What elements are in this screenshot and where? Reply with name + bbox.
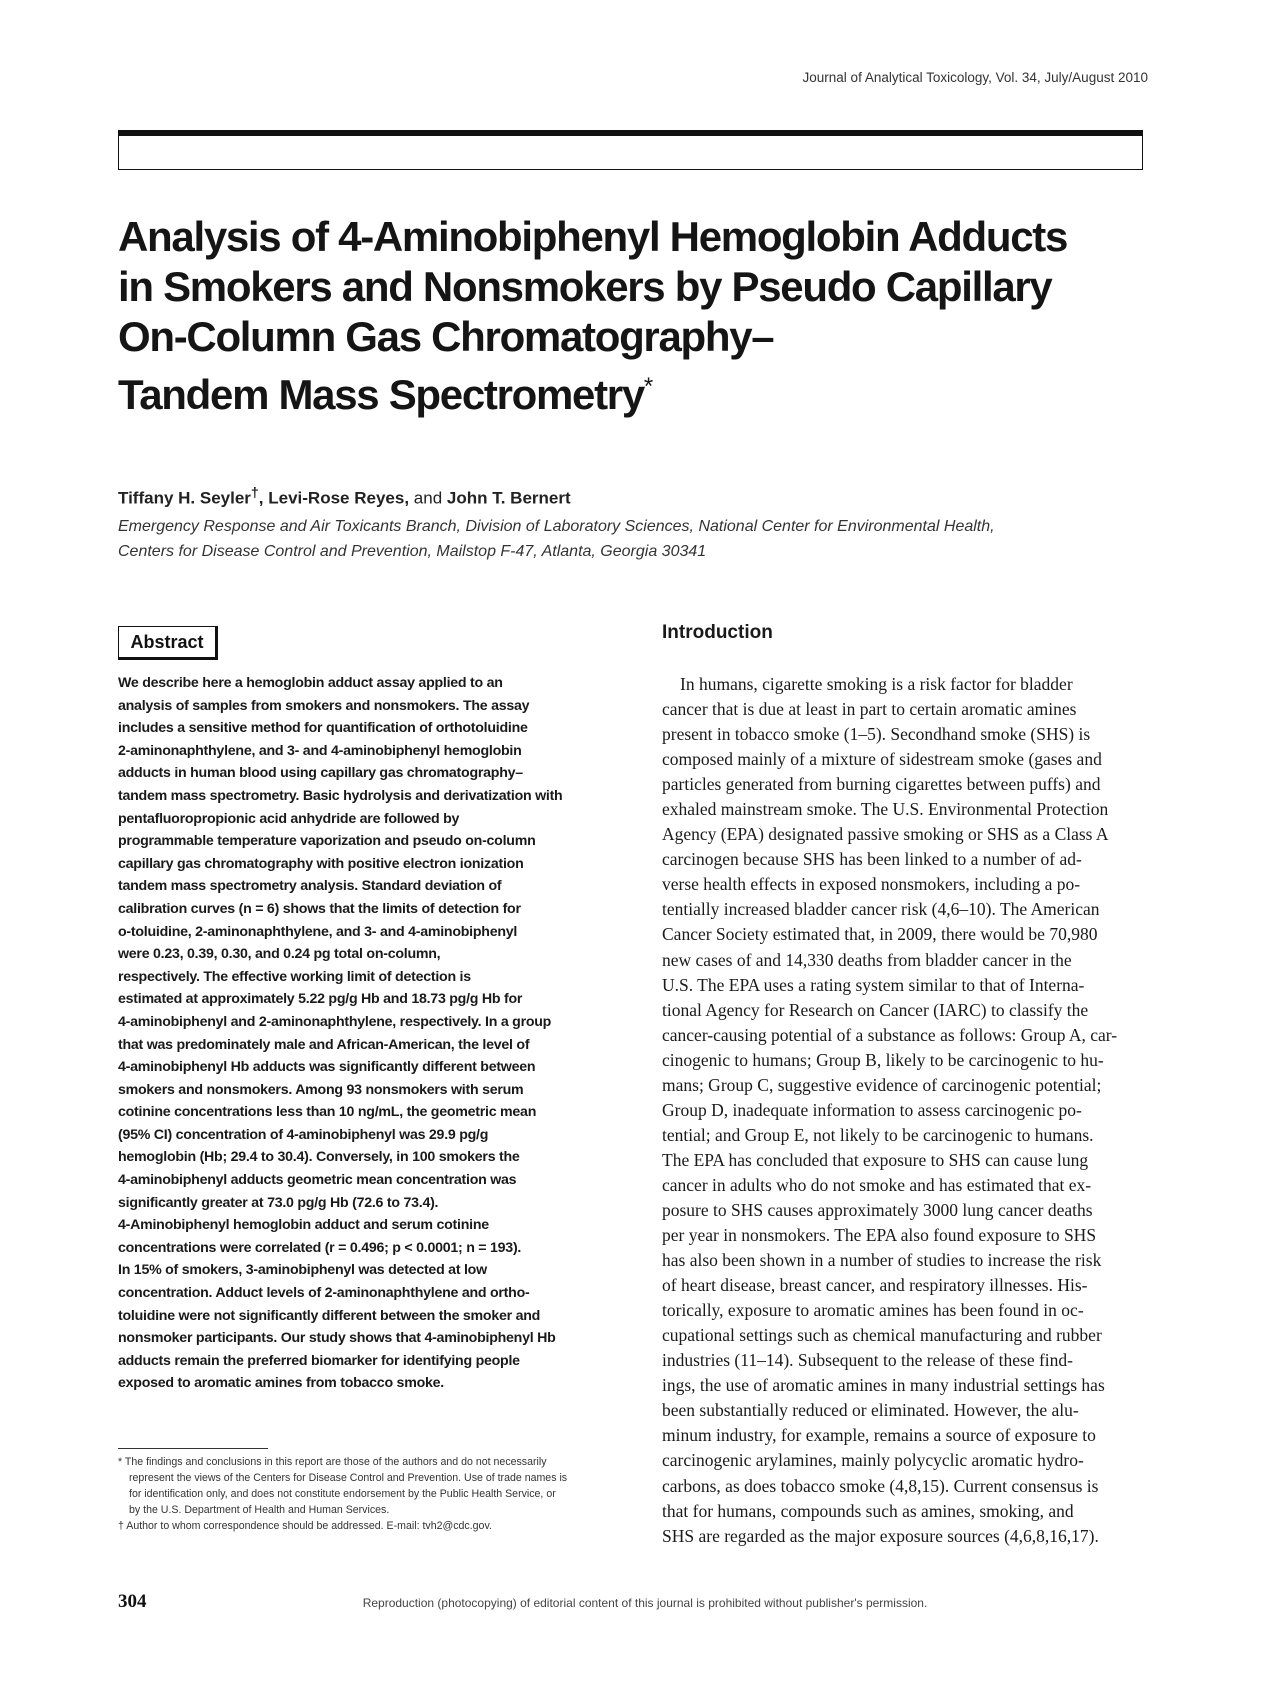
- affiliation: [118, 514, 1158, 564]
- author-name: Tiffany H. Seyler: [118, 488, 251, 508]
- introduction-line: cinogenic to humans; Group B, likely to be carcinogenic to hu-: [662, 1049, 1104, 1070]
- introduction-line: Group D, inadequate information to assess carcinogenic po-: [662, 1099, 1082, 1120]
- abstract-line: 4-aminobiphenyl and 2-aminonaphthylene, respectively. In a group: [118, 1013, 552, 1030]
- abstract-line: toluidine were not significantly different between the smoker and: [118, 1307, 541, 1324]
- abstract-line: smokers and nonsmokers. Among 93 nonsmokers with serum: [118, 1081, 524, 1098]
- introduction-line: new cases of and 14,330 deaths from bladder cancer in the: [662, 949, 1072, 970]
- introduction-line: been substantially reduced or eliminated. However, the alu-: [662, 1400, 1079, 1421]
- copyright-note: Reproduction (photocopying) of editorial content of this journal is prohibited without publisher's permission.: [362, 1596, 928, 1610]
- abstract-line: cotinine concentrations less than 10 ng/mL, the geometric mean: [118, 1104, 537, 1121]
- abstract-line: hemoglobin (Hb; 29.4 to 30.4). Conversely, in 100 smokers the: [118, 1149, 520, 1166]
- title-footnote-mark: *: [643, 373, 652, 400]
- introduction-line: torically, exposure to aromatic amines has been found in oc-: [662, 1300, 1084, 1321]
- introduction-line: carcinogen because SHS has been linked to a number of ad-: [662, 849, 1082, 870]
- abstract-line: In 15% of smokers, 3-aminobiphenyl was detected at low: [118, 1262, 487, 1279]
- abstract-line: o-toluidine, 2-aminonaphthylene, and 3- and 4-aminobiphenyl: [118, 923, 518, 940]
- introduction-line: Cancer Society estimated that, in 2009, there would be 70,980: [662, 924, 1098, 945]
- introduction-line: In humans, cigarette smoking is a risk factor for bladder: [680, 674, 1073, 694]
- introduction-line: cupational settings such as chemical manufacturing and rubber: [662, 1325, 1102, 1346]
- introduction-line: tential; and Group E, not likely to be carcinogenic to humans.: [662, 1124, 1094, 1145]
- introduction-line: Agency (EPA) designated passive smoking or SHS as a Class A: [662, 824, 1109, 845]
- page-number: 304: [118, 1591, 147, 1612]
- introduction-line: SHS are regarded as the major exposure sources (4,6,8,16,17).: [662, 1525, 1099, 1546]
- author-name: Levi-Rose Reyes,: [268, 488, 410, 508]
- footnote-line: for identification only, and does not constitute endorsement by the Public Health Service, or: [129, 1488, 556, 1500]
- abstract-line: programmable temperature vaporization and pseudo on-column: [118, 833, 536, 850]
- author-separator: ,: [258, 488, 264, 508]
- abstract-line: concentration. Adduct levels of 2-aminonaphthylene and ortho-: [118, 1285, 530, 1302]
- title-line: in Smokers and Nonsmokers by Pseudo Capillary: [118, 263, 1052, 310]
- abstract-line: capillary gas chromatography with positive electron ionization: [118, 855, 524, 872]
- introduction-line: that for humans, compounds such as amines, smoking, and: [662, 1500, 1074, 1521]
- affiliation-line: Centers for Disease Control and Prevention, Mailstop F-47, Atlanta, Georgia 30341: [118, 543, 707, 560]
- abstract-line: estimated at approximately 5.22 pg/g Hb and 18.73 pg/g Hb for: [118, 991, 523, 1008]
- footnote-line: † Author to whom correspondence should be addressed. E-mail: tvh2@cdc.gov.: [118, 1520, 492, 1532]
- abstract-line: includes a sensitive method for quantification of orthotoluidine: [118, 720, 528, 737]
- abstract-line: respectively. The effective working limit of detection is: [118, 968, 471, 985]
- introduction-heading: Introduction: [662, 622, 773, 643]
- abstract-line: 4-Aminobiphenyl hemoglobin adduct and serum cotinine: [118, 1217, 489, 1234]
- introduction-line: of heart disease, breast cancer, and respiratory illnesses. His-: [662, 1275, 1088, 1296]
- introduction-line: tentially increased bladder cancer risk (4,6–10). The American: [662, 899, 1100, 920]
- title-line: Analysis of 4-Aminobiphenyl Hemoglobin Adducts: [118, 213, 1068, 260]
- abstract-line: 2-aminonaphthylene, and 3- and 4-aminobiphenyl hemoglobin: [118, 742, 522, 759]
- article-title: [118, 212, 1118, 420]
- abstract-line: adducts in human blood using capillary gas chromatography–: [118, 765, 523, 782]
- title-line: On-Column Gas Chromatography–: [118, 313, 774, 360]
- footnotes: [118, 1454, 618, 1534]
- introduction-line: ings, the use of aromatic amines in many industrial settings has: [662, 1375, 1105, 1396]
- author-footnote-mark: †: [250, 485, 259, 501]
- introduction-line: carbons, as does tobacco smoke (4,8,15). Current consensus is: [662, 1475, 1099, 1496]
- footnote-rule: [118, 1448, 268, 1449]
- introduction-body: [662, 672, 1157, 1549]
- abstract-line: adducts remain the preferred biomarker for identifying people: [118, 1352, 520, 1369]
- title-rule-box: [118, 130, 1143, 170]
- abstract-line: exposed to aromatic amines from tobacco smoke.: [118, 1375, 444, 1392]
- introduction-line: verse health effects in exposed nonsmokers, including a po-: [662, 874, 1081, 895]
- abstract-line: significantly greater at 73.0 pg/g Hb (72.6 to 73.4).: [118, 1194, 439, 1211]
- abstract-line: analysis of samples from smokers and nonsmokers. The assay: [118, 697, 530, 714]
- introduction-line: carcinogenic arylamines, mainly polycyclic aromatic hydro-: [662, 1450, 1084, 1471]
- abstract-line: 4-aminobiphenyl adducts geometric mean concentration was: [118, 1172, 517, 1189]
- journal-header: Journal of Analytical Toxicology, Vol. 34, July/August 2010: [802, 70, 1148, 85]
- introduction-line: tional Agency for Research on Cancer (IARC) to classify the: [662, 999, 1089, 1020]
- abstract-body: [118, 672, 618, 1395]
- abstract-line: pentafluoropropionic acid anhydride are followed by: [118, 810, 460, 827]
- abstract-line: nonsmoker participants. Our study shows that 4-aminobiphenyl Hb: [118, 1330, 556, 1347]
- introduction-line: per year in nonsmokers. The EPA also found exposure to SHS: [662, 1225, 1097, 1246]
- author-name: John T. Bernert: [446, 488, 571, 508]
- introduction-line: cancer-causing potential of a substance as follows: Group A, car-: [662, 1024, 1118, 1045]
- introduction-line: The EPA has concluded that exposure to SHS can cause lung: [662, 1149, 1089, 1170]
- introduction-line: cancer that is due at least in part to certain aromatic amines: [662, 699, 1077, 720]
- introduction-line: exhaled mainstream smoke. The U.S. Environmental Protection: [662, 799, 1109, 820]
- introduction-line: composed mainly of a mixture of sidestream smoke (gases and: [662, 749, 1102, 770]
- abstract-line: calibration curves (n = 6) shows that the limits of detection for: [118, 900, 521, 917]
- abstract-line: 4-aminobiphenyl Hb adducts was significantly different between: [118, 1059, 536, 1076]
- abstract-line: were 0.23, 0.39, 0.30, and 0.24 pg total on-column,: [118, 946, 441, 963]
- introduction-line: has also been shown in a number of studies to increase the risk: [662, 1250, 1102, 1271]
- affiliation-line: Emergency Response and Air Toxicants Branch, Division of Laboratory Sciences, National Center for Environmental Health,: [118, 518, 995, 535]
- abstract-line: concentrations were correlated (r = 0.496; p < 0.0001; n = 193).: [118, 1239, 522, 1256]
- abstract-line: (95% CI) concentration of 4-aminobiphenyl was 29.9 pg/g: [118, 1126, 489, 1143]
- introduction-line: cancer in adults who do not smoke and has estimated that ex-: [662, 1174, 1092, 1195]
- introduction-line: particles generated from burning cigarettes between puffs) and: [662, 774, 1101, 795]
- introduction-line: mans; Group C, suggestive evidence of carcinogenic potential;: [662, 1074, 1102, 1095]
- author-list: [118, 485, 571, 509]
- introduction-line: industries (11–14). Subsequent to the release of these find-: [662, 1350, 1073, 1371]
- footnote-line: by the U.S. Department of Health and Human Services.: [129, 1504, 390, 1516]
- abstract-line: tandem mass spectrometry analysis. Standard deviation of: [118, 878, 502, 895]
- abstract-line: that was predominately male and African-American, the level of: [118, 1036, 530, 1053]
- introduction-line: minum industry, for example, remains a source of exposure to: [662, 1425, 1096, 1446]
- footnote-line: represent the views of the Centers for Disease Control and Prevention. Use of trade names is: [129, 1472, 568, 1484]
- footnote-line: * The findings and conclusions in this report are those of the authors and do not necessarily: [118, 1456, 547, 1468]
- introduction-line: present in tobacco smoke (1–5). Secondhand smoke (SHS) is: [662, 724, 1091, 745]
- title-line: Tandem Mass Spectrometry: [118, 371, 644, 418]
- abstract-heading: Abstract: [118, 626, 218, 660]
- author-conjunction: and: [413, 488, 443, 508]
- introduction-line: U.S. The EPA uses a rating system similar to that of Interna-: [662, 974, 1085, 995]
- introduction-line: posure to SHS causes approximately 3000 lung cancer deaths: [662, 1199, 1093, 1220]
- abstract-line: tandem mass spectrometry. Basic hydrolysis and derivatization with: [118, 787, 563, 804]
- abstract-line: We describe here a hemoglobin adduct assay applied to an: [118, 675, 503, 691]
